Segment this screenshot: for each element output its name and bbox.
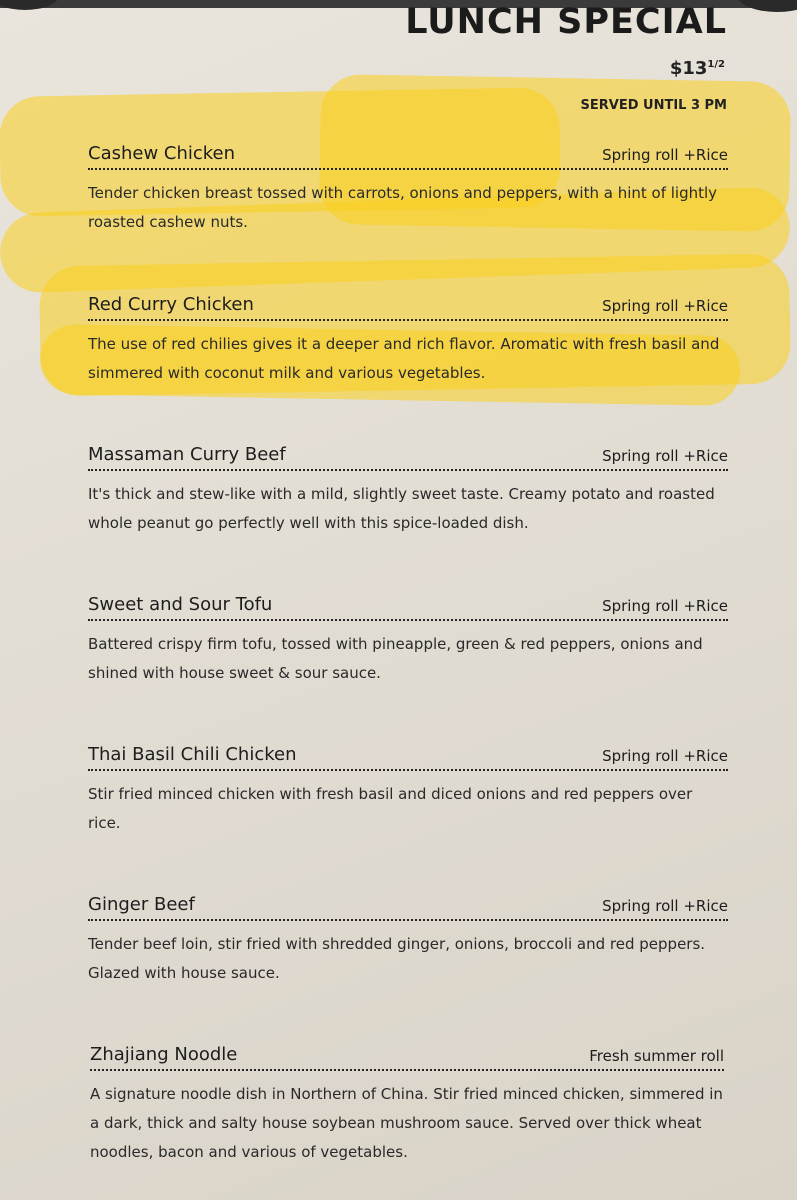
menu-item-name: Zhajiang Noodle — [90, 1044, 238, 1065]
menu-item-header — [88, 294, 728, 321]
menu-item — [90, 1044, 724, 1167]
menu-item-header — [88, 143, 728, 170]
price-fraction: 1/2 — [707, 59, 725, 70]
menu-item-description: Tender chicken breast tossed with carrots, onions and peppers, with a hint of lightly roasted cashew nuts. — [88, 184, 718, 231]
menu-item-header — [88, 894, 728, 921]
menu-item — [88, 894, 728, 988]
menu-item-description: Battered crispy firm tofu, tossed with pineapple, green & red peppers, onions and shined with house sweet & sour sauce. — [88, 635, 703, 682]
menu-item-side: Spring roll +Rice — [602, 897, 728, 915]
menu-item — [88, 294, 728, 388]
menu-item — [88, 444, 728, 538]
menu-item-header — [88, 594, 728, 621]
price-main: $13 — [669, 58, 708, 79]
menu-item-name: Massaman Curry Beef — [88, 444, 286, 465]
menu-item-side: Spring roll +Rice — [602, 447, 728, 465]
menu-item — [88, 143, 728, 237]
menu-item-name: Red Curry Chicken — [88, 294, 254, 315]
menu-item-side: Fresh summer roll — [589, 1047, 724, 1065]
menu-title: LUNCH SPECIAL — [405, 2, 727, 42]
menu-item-side: Spring roll +Rice — [602, 597, 728, 615]
menu-item-side: Spring roll +Rice — [602, 747, 728, 765]
menu-item-header — [88, 444, 728, 471]
menu-item-side: Spring roll +Rice — [602, 297, 728, 315]
menu-item-side: Spring roll +Rice — [602, 146, 728, 164]
menu-item-header — [90, 1044, 724, 1071]
menu-item — [88, 594, 728, 688]
menu-item-description: Stir fried minced chicken with fresh basil and diced onions and red peppers over rice. — [88, 785, 693, 832]
menu-item-name: Sweet and Sour Tofu — [88, 594, 273, 615]
menu-item-name: Ginger Beef — [88, 894, 195, 915]
menu-item-name: Cashew Chicken — [88, 143, 236, 164]
served-until-note: SERVED UNTIL 3 PM — [580, 98, 727, 113]
menu-item-description: It's thick and stew-like with a mild, slightly sweet taste. Creamy potato and roasted whole peanut go perfectly well with this spice-loaded dish. — [88, 485, 715, 532]
menu-item-name: Thai Basil Chili Chicken — [88, 744, 297, 765]
menu-item — [88, 744, 728, 838]
menu-item-header — [88, 744, 728, 771]
menu-item-description: Tender beef loin, stir fried with shredded ginger, onions, broccoli and red peppers. Glazed with house sauce. — [88, 935, 706, 982]
menu-item-description: A signature noodle dish in Northern of China. Stir fried minced chicken, simmered in a dark, thick and salty house soybean mushroom sauce. Served over thick wheat noodles, bacon and various of vegetables. — [90, 1085, 723, 1161]
menu-item-description: The use of red chilies gives it a deeper and rich flavor. Aromatic with fresh basil and simmered with coconut milk and various vegetables. — [88, 335, 720, 382]
